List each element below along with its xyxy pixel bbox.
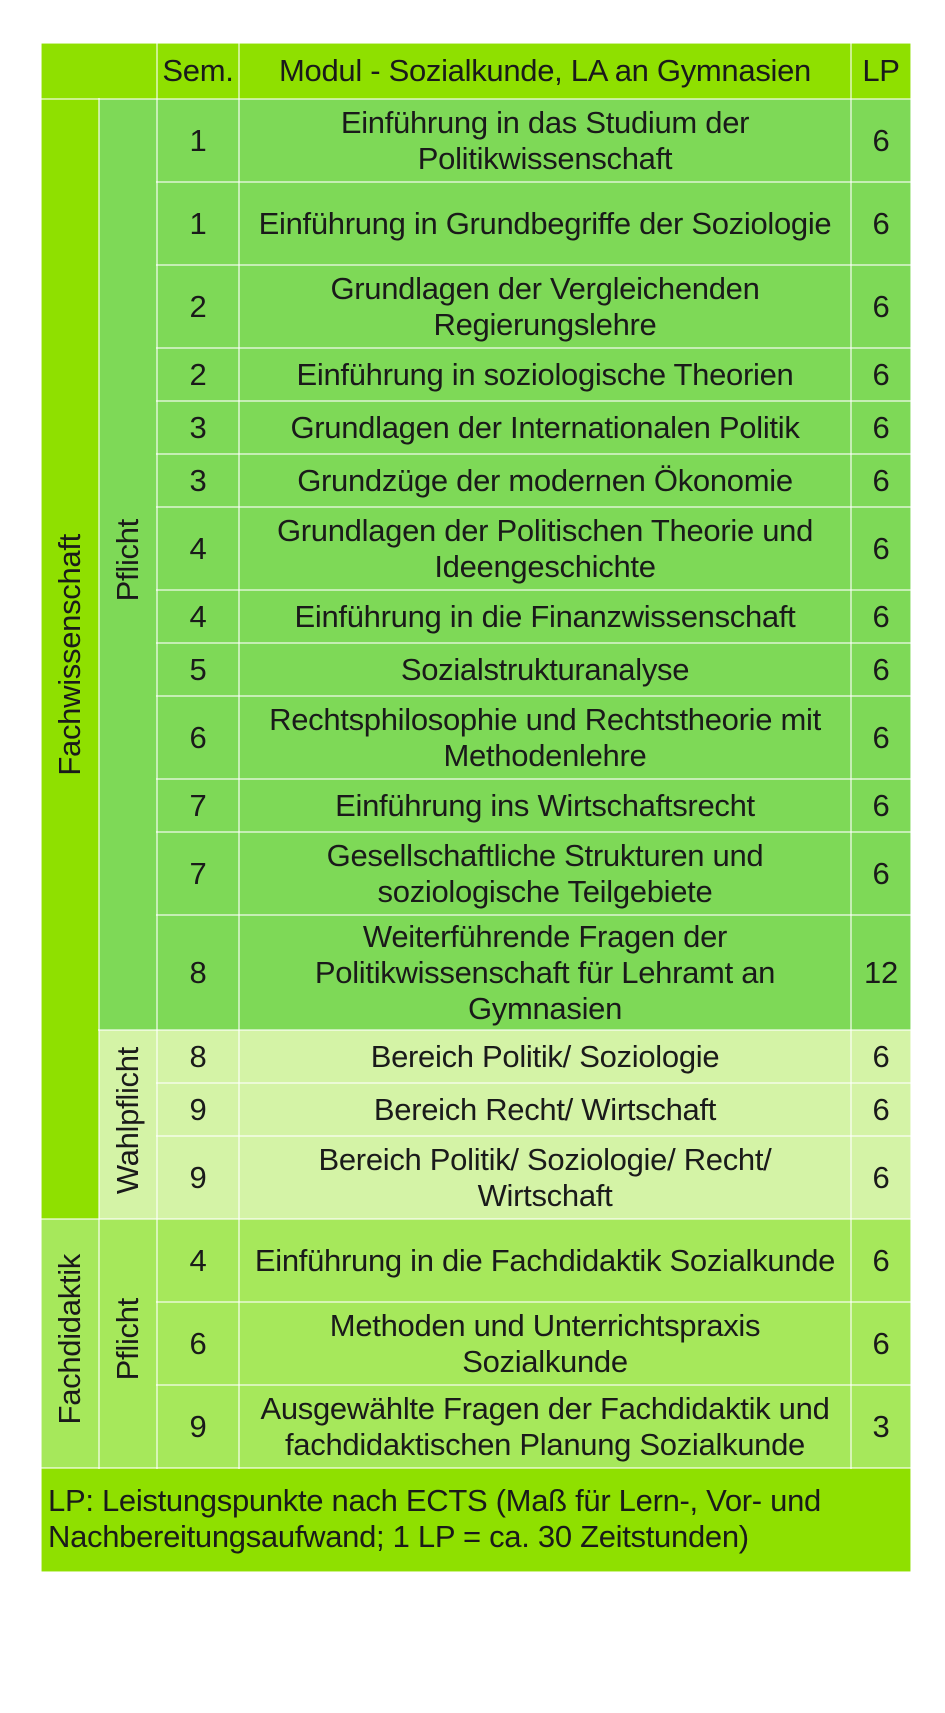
module-cell: Einführung in die Fachdidaktik Sozialkunde xyxy=(239,1219,851,1302)
module-row xyxy=(41,779,911,832)
semester-cell: 6 xyxy=(157,696,239,779)
semester-cell: 7 xyxy=(157,832,239,915)
module-row xyxy=(41,1136,911,1219)
semester-cell: 4 xyxy=(157,507,239,590)
lp-cell: 6 xyxy=(851,265,911,348)
subgroup-pflicht_fach xyxy=(99,99,157,1030)
lp-cell: 12 xyxy=(851,915,911,1030)
module-cell: Einführung in soziologische Theorien xyxy=(239,348,851,401)
lp-cell: 6 xyxy=(851,1219,911,1302)
module-row xyxy=(41,643,911,696)
lp-cell: 6 xyxy=(851,454,911,507)
semester-cell: 2 xyxy=(157,348,239,401)
subgroup-label: Wahlpflicht xyxy=(110,1046,145,1195)
semester-cell: 2 xyxy=(157,265,239,348)
lp-cell: 6 xyxy=(851,507,911,590)
footnote-row xyxy=(41,1468,911,1572)
module-row xyxy=(41,1302,911,1385)
module-cell: Rechtsphilosophie und Rechtstheorie mit Methodenlehre xyxy=(239,696,851,779)
lp-cell: 6 xyxy=(851,401,911,454)
lp-cell: 3 xyxy=(851,1385,911,1468)
module-row xyxy=(41,1030,911,1083)
semester-cell: 3 xyxy=(157,454,239,507)
module-plan-table xyxy=(40,42,912,1573)
lp-cell: 6 xyxy=(851,182,911,265)
header-row xyxy=(41,43,911,99)
module-cell: Ausgewählte Fragen der Fachdidaktik und fachdidaktischen Planung Sozialkunde xyxy=(239,1385,851,1468)
module-cell: Einführung in das Studium der Politikwissenschaft xyxy=(239,99,851,182)
header-corner xyxy=(41,43,157,99)
module-cell: Bereich Recht/ Wirtschaft xyxy=(239,1083,851,1136)
category-label: Fachwissenschaft xyxy=(52,534,87,776)
footnote: LP: Leistungspunkte nach ECTS (Maß für Lern-, Vor- und Nachbereitungsaufwand; 1 LP = ca. 30 Zeitstunden) xyxy=(41,1468,911,1572)
lp-cell: 6 xyxy=(851,832,911,915)
module-row xyxy=(41,99,911,182)
semester-cell: 4 xyxy=(157,590,239,643)
lp-cell: 6 xyxy=(851,590,911,643)
module-row xyxy=(41,1219,911,1302)
module-cell: Sozialstrukturanalyse xyxy=(239,643,851,696)
semester-cell: 9 xyxy=(157,1385,239,1468)
subgroup-wahlpflicht xyxy=(99,1030,157,1219)
module-row xyxy=(41,915,911,1030)
semester-cell: 6 xyxy=(157,1302,239,1385)
module-row xyxy=(41,832,911,915)
module-row xyxy=(41,590,911,643)
module-row xyxy=(41,348,911,401)
module-cell: Grundlagen der Internationalen Politik xyxy=(239,401,851,454)
subgroup-pflicht_didaktik xyxy=(99,1219,157,1468)
module-row xyxy=(41,507,911,590)
module-cell: Grundlagen der Vergleichenden Regierungslehre xyxy=(239,265,851,348)
module-cell: Gesellschaftliche Strukturen und soziologische Teilgebiete xyxy=(239,832,851,915)
semester-cell: 5 xyxy=(157,643,239,696)
module-cell: Methoden und Unterrichtspraxis Sozialkunde xyxy=(239,1302,851,1385)
module-row xyxy=(41,454,911,507)
category-label: Fachdidaktik xyxy=(52,1254,87,1425)
module-row xyxy=(41,696,911,779)
module-row xyxy=(41,265,911,348)
header-module: Modul - Sozialkunde, LA an Gymnasien xyxy=(239,43,851,99)
module-row xyxy=(41,401,911,454)
lp-cell: 6 xyxy=(851,348,911,401)
lp-cell: 6 xyxy=(851,99,911,182)
semester-cell: 8 xyxy=(157,915,239,1030)
module-cell: Grundzüge der modernen Ökonomie xyxy=(239,454,851,507)
lp-cell: 6 xyxy=(851,1302,911,1385)
semester-cell: 8 xyxy=(157,1030,239,1083)
header-lp: LP xyxy=(851,43,911,99)
semester-cell: 9 xyxy=(157,1136,239,1219)
subgroup-label: Pflicht xyxy=(110,519,145,602)
semester-cell: 1 xyxy=(157,99,239,182)
lp-cell: 6 xyxy=(851,696,911,779)
lp-cell: 6 xyxy=(851,779,911,832)
module-cell: Einführung ins Wirtschaftsrecht xyxy=(239,779,851,832)
lp-cell: 6 xyxy=(851,1083,911,1136)
module-row xyxy=(41,1385,911,1468)
lp-cell: 6 xyxy=(851,643,911,696)
module-cell: Bereich Politik/ Soziologie/ Recht/ Wirtschaft xyxy=(239,1136,851,1219)
header-sem: Sem. xyxy=(157,43,239,99)
semester-cell: 4 xyxy=(157,1219,239,1302)
category-fachdidaktik xyxy=(41,1219,99,1468)
semester-cell: 7 xyxy=(157,779,239,832)
semester-cell: 9 xyxy=(157,1083,239,1136)
module-cell: Einführung in die Finanzwissenschaft xyxy=(239,590,851,643)
module-cell: Grundlagen der Politischen Theorie und Ideengeschichte xyxy=(239,507,851,590)
module-cell: Weiterführende Fragen der Politikwissenschaft für Lehramt an Gymnasien xyxy=(239,915,851,1030)
subgroup-label: Pflicht xyxy=(110,1298,145,1381)
module-plan-body xyxy=(41,43,911,1468)
module-cell: Einführung in Grundbegriffe der Soziologie xyxy=(239,182,851,265)
module-cell: Bereich Politik/ Soziologie xyxy=(239,1030,851,1083)
semester-cell: 3 xyxy=(157,401,239,454)
lp-cell: 6 xyxy=(851,1030,911,1083)
lp-cell: 6 xyxy=(851,1136,911,1219)
module-row xyxy=(41,182,911,265)
footnote-section xyxy=(41,1468,911,1572)
category-fachwissenschaft xyxy=(41,99,99,1219)
semester-cell: 1 xyxy=(157,182,239,265)
module-row xyxy=(41,1083,911,1136)
